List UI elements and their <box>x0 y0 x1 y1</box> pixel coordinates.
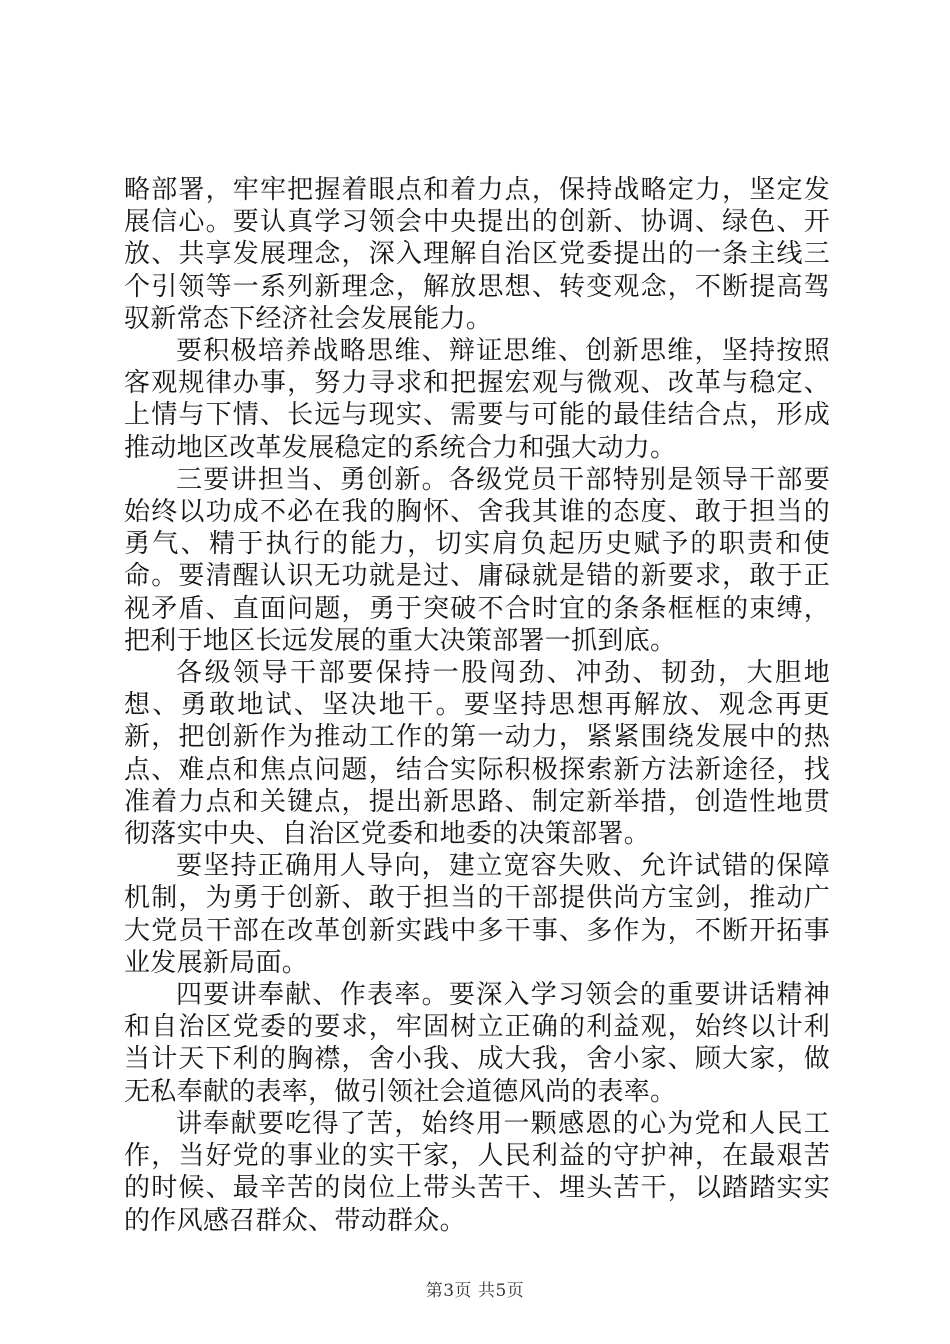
page-footer: 第3页 共5页 <box>425 1281 525 1301</box>
paragraph: 要坚持正确用人导向，建立宽容失败、允许试错的保障机制，为勇于创新、敢于担当的干部提供尚方宝剑，推动广大党员干部在改革创新实践中多干事、多作为，不断开拓事业发展新局面。 <box>124 851 830 978</box>
paragraph-continuation: 略部署，牢牢把握着眼点和着力点，保持战略定力，坚定发展信心。要认真学习领会中央提出的创新、协调、绿色、开放、共享发展理念，深入理解自治区党委提出的一条主线三个引领等一系列新理念，解放思想、转变观念，不断提高驾驭新常态下经济社会发展能力。 <box>124 175 830 334</box>
paragraph: 要积极培养战略思维、辩证思维、创新思维，坚持按照客观规律办事，努力寻求和把握宏观与微观、改革与稳定、上情与下情、长远与现实、需要与可能的最佳结合点，形成推动地区改革发展稳定的系统合力和强大动力。 <box>124 336 830 463</box>
paragraph: 各级领导干部要保持一股闯劲、冲劲、韧劲，大胆地想、勇敢地试、坚决地干。要坚持思想再解放、观念再更新，把创新作为推动工作的第一动力，紧紧围绕发展中的热点、难点和焦点问题，结合实际积极探索新方法新途径，找准着力点和关键点，提出新思路、制定新举措，创造性地贯彻落实中央、自治区党委和地委的决策部署。 <box>124 658 830 850</box>
paragraph: 讲奉献要吃得了苦，始终用一颗感恩的心为党和人民工作，当好党的事业的实干家，人民利益的守护神，在最艰苦的时候、最辛苦的岗位上带头苦干、埋头苦干，以踏踏实实的作风感召群众、带动群众。 <box>124 1108 830 1236</box>
document-body <box>124 174 830 1237</box>
paragraph: 三要讲担当、勇创新。各级党员干部特别是领导干部要始终以功成不必在我的胸怀、舍我其谁的态度、敢于担当的勇气、精于执行的能力，切实肩负起历史赋予的职责和使命。要清醒认识无功就是过、庸碌就是错的新要求，敢于正视矛盾、直面问题，勇于突破不合时宜的条条框框的束缚，把利于地区长远发展的重大决策部署一抓到底。 <box>124 464 830 656</box>
paragraph: 四要讲奉献、作表率。要深入学习领会的重要讲话精神和自治区党委的要求，牢固树立正确的利益观，始终以计利当计天下利的胸襟，舍小我、成大我，舍小家、顾大家，做无私奉献的表率，做引领社会道德风尚的表率。 <box>124 980 830 1107</box>
